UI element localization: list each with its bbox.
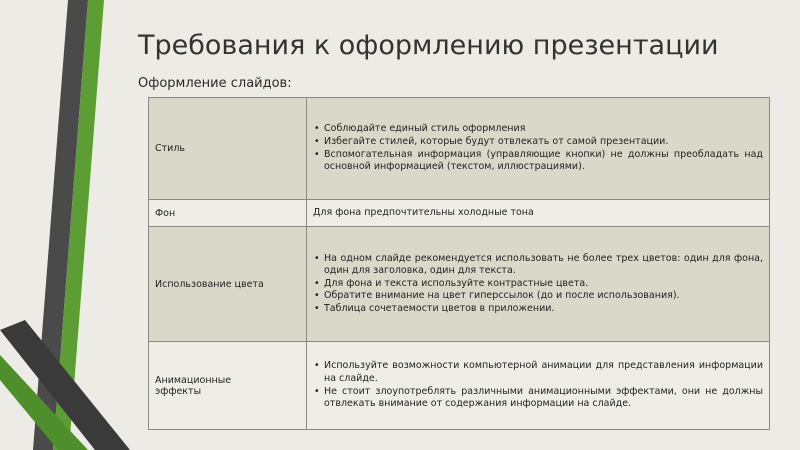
- row-name: Стиль: [155, 143, 186, 154]
- list-item: • Избегайте стилей, которые будут отвлекать от самой презентации.: [324, 136, 763, 149]
- table-row: [149, 227, 770, 342]
- bullet-list: [313, 253, 763, 316]
- slide-title: Требования к оформлению презентации: [138, 30, 719, 61]
- table-row: [149, 342, 770, 430]
- row-description-cell: [307, 200, 770, 227]
- list-item: • Не стоит злоупотреблять различными анимационными эффектами, они не должны отвлекать внимание от содержания информации на слайде.: [324, 386, 763, 411]
- list-item: • Для фона и текста используйте контрастные цвета.: [324, 278, 763, 291]
- row-name: Использование цвета: [155, 278, 264, 290]
- list-item: • Используйте возможности компьютерной анимации для представления информации на слайде.: [324, 360, 763, 385]
- requirements-table: [148, 97, 770, 430]
- list-item: • Таблица сочетаемости цветов в приложении.: [324, 303, 763, 316]
- list-item: • Обратите внимание на цвет гиперссылок (до и после использования).: [324, 290, 763, 303]
- row-name-cell: [149, 227, 307, 342]
- list-item: • На одном слайде рекомендуется использовать не более трех цветов: один для фона, один для заголовка, один для текста.: [324, 253, 763, 278]
- row-name-line: Анимационные: [155, 374, 232, 386]
- row-name-cell: [149, 98, 307, 200]
- row-description-cell: [307, 98, 770, 200]
- list-item: • Соблюдайте единый стиль оформления: [324, 123, 763, 136]
- row-text: Для фона предпочтительны холодные тона: [313, 206, 534, 218]
- row-name: Фон: [155, 207, 176, 219]
- slide-subtitle: Оформление слайдов:: [138, 76, 292, 91]
- row-name-cell: [149, 200, 307, 227]
- list-item: • Вспомогательная информация (управляющие кнопки) не должны преобладать над основной информацией (текстом, иллюстрациями).: [324, 149, 763, 174]
- table-row: [149, 200, 770, 227]
- bullet-list: [313, 360, 763, 410]
- bullet-list: [313, 123, 763, 173]
- row-name-line: эффекты: [155, 385, 202, 397]
- row-name-cell: [149, 342, 307, 430]
- table-row: [149, 98, 770, 200]
- row-description-cell: [307, 227, 770, 342]
- row-description-cell: [307, 342, 770, 430]
